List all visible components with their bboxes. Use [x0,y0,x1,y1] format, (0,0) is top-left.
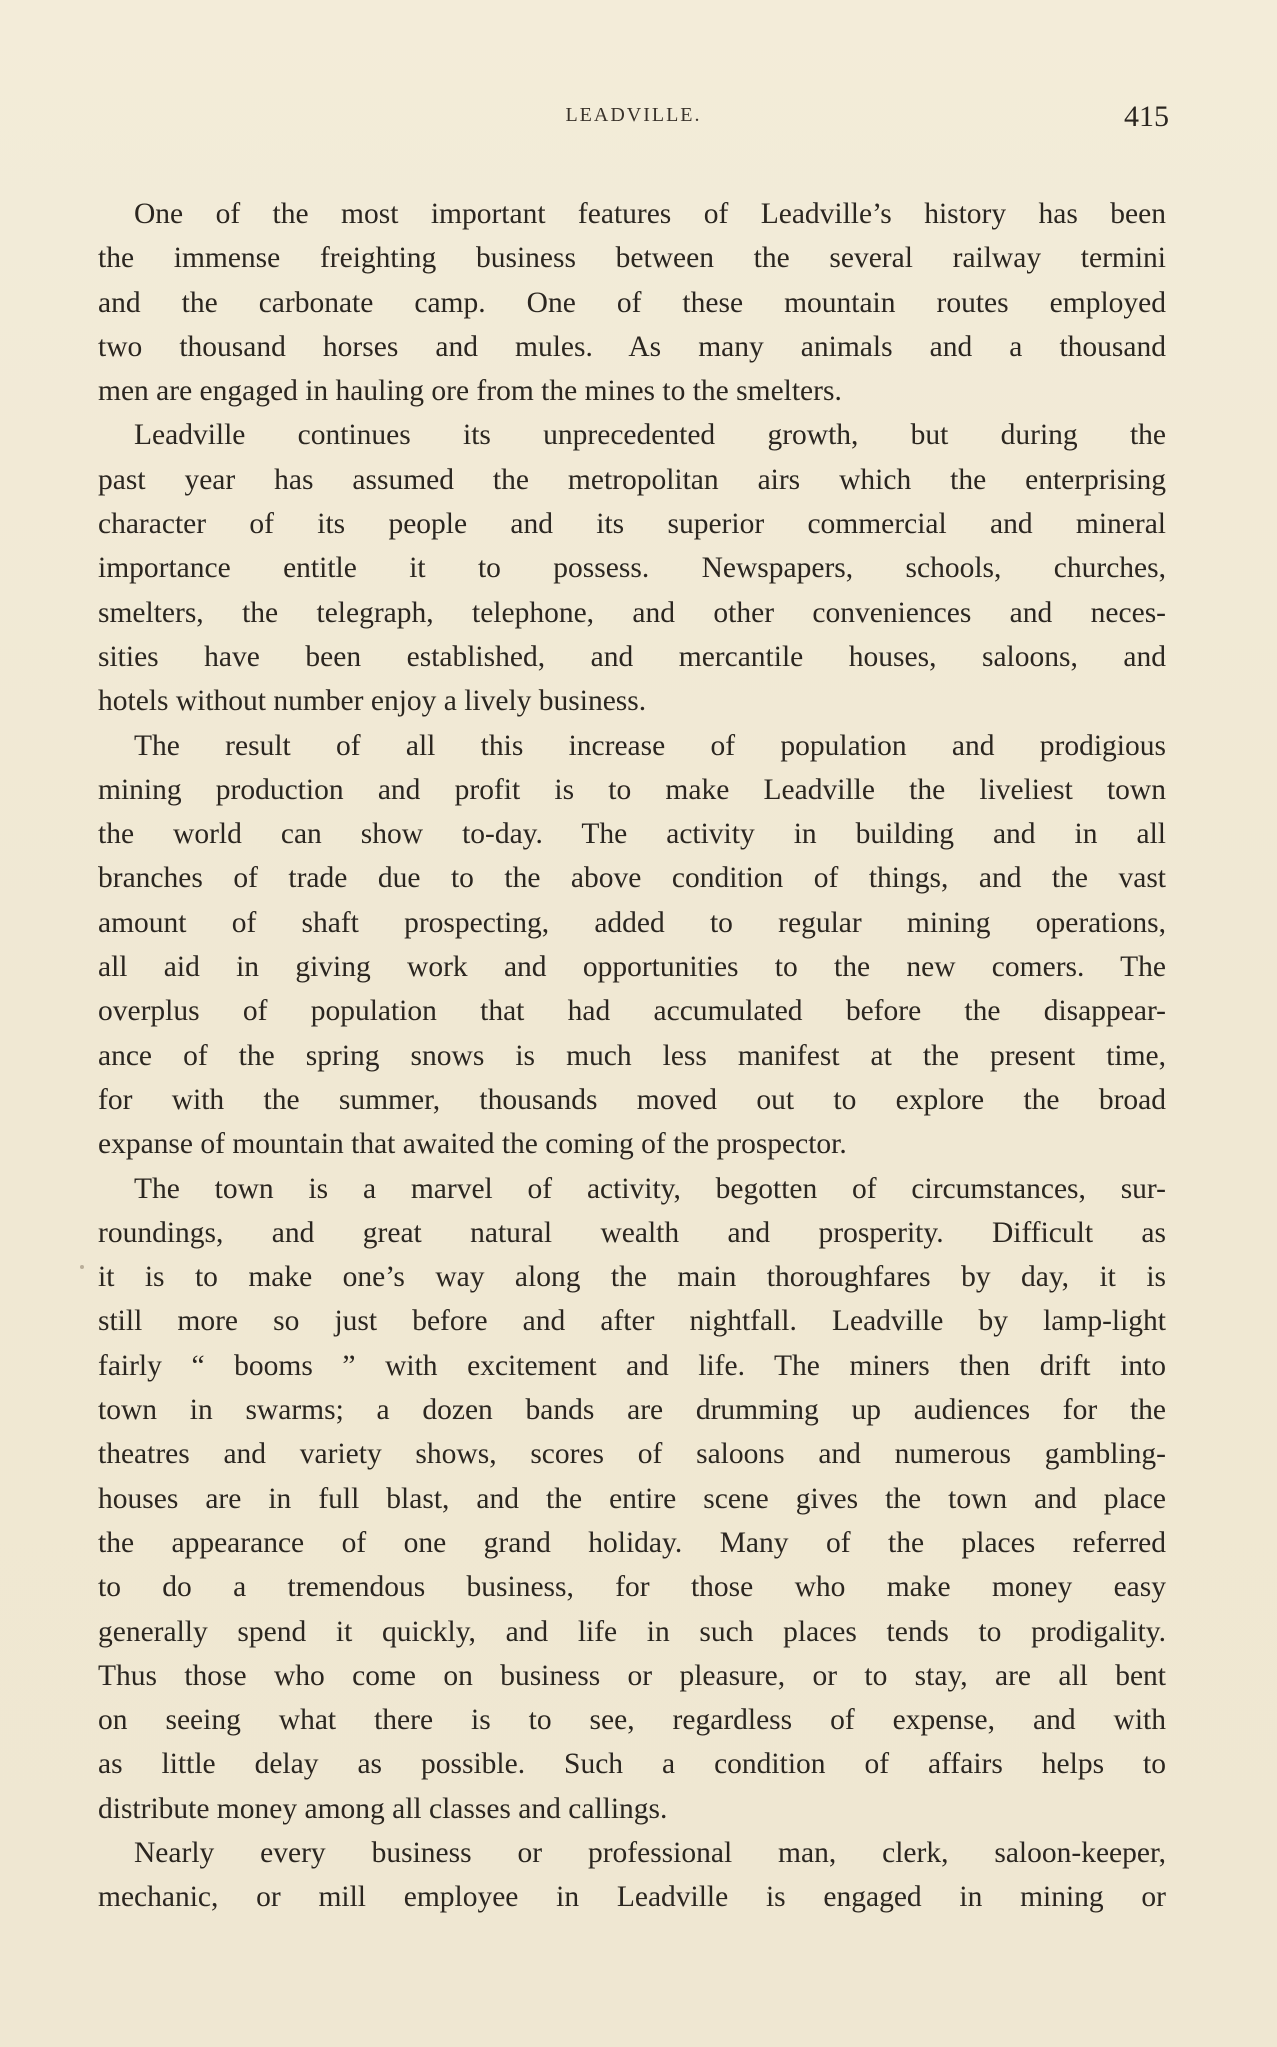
text-line: houses are in full blast, and the entire scene gives the town and place [98,1482,1166,1515]
body-text [98,192,1166,1920]
page-number: 415 [1124,100,1169,133]
text-line: and the carbonate camp. One of these mountain routes employed [98,286,1166,319]
text-line: generally spend it quickly, and life in such places tends to prodigality. [98,1615,1166,1648]
text-line: as little delay as possible. Such a condition of affairs helps to [98,1748,1166,1781]
text-line: the world can show to-day. The activity in building and in all [98,818,1166,851]
text-line: Nearly every business or professional man, clerk, saloon-keeper, [134,1836,1166,1869]
text-line: to do a tremendous business, for those who make money easy [98,1571,1166,1604]
text-line: sities have been established, and mercantile houses, saloons, and [98,640,1166,673]
running-title: LEADVILLE. [565,104,702,126]
text-line: it is to make one’s way along the main thoroughfares by day, it is [98,1261,1166,1294]
text-line: The result of all this increase of population and prodigious [134,729,1166,762]
text-line: overplus of population that had accumulated before the disappear- [98,995,1166,1028]
text-line: distribute money among all classes and callings. [98,1792,668,1825]
text-line: town in swarms; a dozen bands are drumming up audiences for the [98,1394,1166,1427]
text-line: for with the summer, thousands moved out to explore the broad [98,1083,1166,1116]
text-line: branches of trade due to the above condition of things, and the vast [98,862,1166,895]
running-header [98,100,1169,138]
text-line: importance entitle it to possess. Newspapers, schools, churches, [98,552,1166,585]
text-line: ance of the spring snows is much less manifest at the present time, [98,1039,1166,1072]
text-line: past year has assumed the metropolitan airs which the enterprising [98,463,1166,496]
text-line: expanse of mountain that awaited the coming of the prospector. [98,1128,847,1161]
text-line: men are engaged in hauling ore from the mines to the smelters. [98,375,842,408]
text-line: on seeing what there is to see, regardless of expense, and with [98,1704,1166,1737]
text-line: smelters, the telegraph, telephone, and other conveniences and neces- [98,596,1166,629]
text-line: theatres and variety shows, scores of saloons and numerous gambling- [98,1438,1166,1471]
text-line: the immense freighting business between the several railway termini [98,242,1166,275]
text-line: amount of shaft prospecting, added to regular mining operations, [98,906,1166,939]
text-line: One of the most important features of Leadville’s history has been [134,198,1166,230]
text-line: all aid in giving work and opportunities to the new comers. The [98,951,1166,984]
text-line: two thousand horses and mules. As many animals and a thousand [98,330,1166,363]
text-line: character of its people and its superior commercial and mineral [98,508,1166,541]
text-line: mining production and profit is to make Leadville the liveliest town [98,773,1166,806]
text-line: the appearance of one grand holiday. Many of the places referred [98,1526,1166,1559]
text-line: mechanic, or mill employee in Leadville is engaged in mining or [98,1881,1166,1914]
text-line: fairly “ booms ” with excitement and life. The miners then drift into [98,1349,1166,1382]
text-line: Leadville continues its unprecedented growth, but during the [134,419,1166,452]
text-line: roundings, and great natural wealth and prosperity. Difficult as [98,1216,1166,1249]
text-line: hotels without number enjoy a lively business. [98,685,647,718]
text-line: still more so just before and after nightfall. Leadville by lamp-light [98,1305,1166,1338]
text-line: Thus those who come on business or pleasure, or to stay, are all bent [98,1659,1166,1692]
margin-speck [80,1265,84,1269]
text-line: The town is a marvel of activity, begotten of circumstances, sur- [134,1172,1166,1205]
